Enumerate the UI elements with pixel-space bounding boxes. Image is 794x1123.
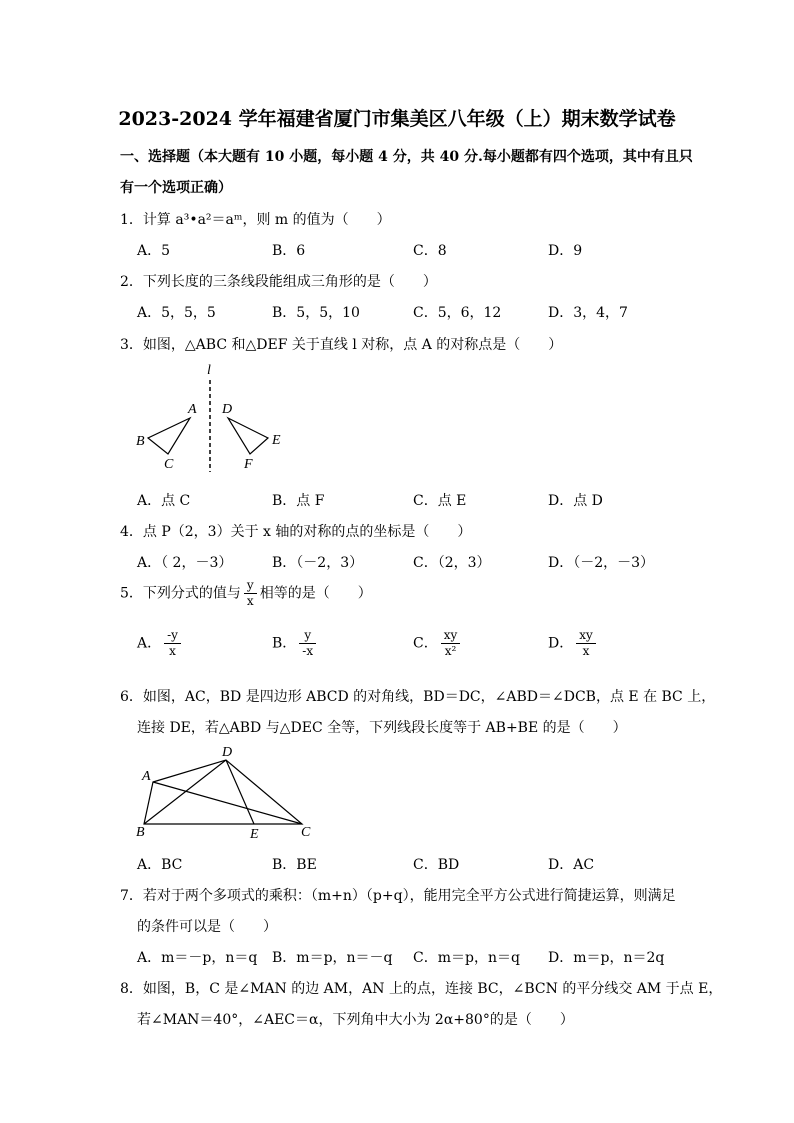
q6-option-b: B．BE — [272, 857, 317, 873]
q4-option-d: D．（－2，－3） — [548, 555, 655, 571]
label-a: A — [142, 769, 151, 784]
q1-option-d: D．9 — [548, 243, 583, 259]
q2-option-d: D．3，4，7 — [548, 305, 628, 321]
q5-option-c-label: C． — [413, 635, 438, 652]
label-b: B — [136, 825, 145, 840]
label-l: l — [207, 363, 211, 378]
question-7-stem-line1: 7．若对于两个多项式的乘积：（m+n）（p+q），能用完全平方公式进行简捷运算，则满足 — [120, 888, 676, 904]
question-1-stem: 1．计算 a³•a²＝aᵐ，则 m 的值为（ ） — [120, 212, 391, 228]
q5-option-b — [272, 628, 319, 659]
q7-option-c: C．m＝p，n＝q — [413, 950, 520, 966]
q5-option-d-label: D． — [548, 635, 574, 652]
q5-option-b-den: -x — [302, 644, 314, 658]
q6-option-a: A．BC — [137, 857, 183, 873]
triangle-abc — [148, 418, 190, 454]
triangle-def — [228, 418, 268, 454]
q6-quadrilateral-figure — [130, 740, 330, 842]
diagonal-ac — [153, 782, 302, 824]
q3-option-c: C．点 E — [413, 493, 467, 509]
q2-option-c: C．5，6，12 — [413, 305, 502, 321]
q5-stem-frac-num: y — [244, 578, 257, 594]
question-8-stem-line2: 若∠MAN＝40°，∠AEC＝α，下列角中大小为 2α+80°的是（ ） — [137, 1012, 574, 1028]
q1-option-a: A．5 — [137, 243, 171, 259]
segment-de — [226, 760, 254, 824]
q5-option-b-label: B． — [272, 635, 297, 652]
label-a: A — [188, 402, 197, 417]
q5-option-a — [137, 628, 184, 659]
q5-option-b-num: y — [299, 628, 316, 644]
q3-option-a: A．点 C — [137, 493, 191, 509]
q5-stem-fraction — [244, 578, 257, 609]
q5-option-c-den: x² — [444, 644, 457, 658]
q1-option-b: B．6 — [272, 243, 306, 259]
q5-stem-before: 5．下列分式的值与 — [120, 585, 241, 602]
q7-option-b: B．m＝p，n＝－q — [272, 950, 393, 966]
q5-option-d-den: x — [582, 644, 590, 658]
question-7-stem-line2: 的条件可以是（ ） — [137, 919, 277, 935]
q3-option-b: B．点 F — [272, 493, 325, 509]
q2-option-b: B．5，5，10 — [272, 305, 360, 321]
question-3-stem: 3．如图，△ABC 和△DEF 关于直线 l 对称，点 A 的对称点是（ ） — [120, 337, 563, 353]
q5-option-c — [413, 628, 463, 659]
page-title: 2023-2024 学年福建省厦门市集美区八年级（上）期末数学试卷 — [118, 108, 676, 130]
q5-stem-frac-den: x — [246, 594, 254, 608]
label-e: E — [250, 827, 259, 842]
q5-option-a-den: x — [169, 644, 176, 658]
question-6-stem-line2: 连接 DE，若△ABD 与△DEC 全等，下列线段长度等于 AB+BE 的是（ ） — [137, 720, 627, 736]
q5-option-d-fraction — [576, 628, 596, 659]
question-2-stem: 2．下列长度的三条线段能组成三角形的是（ ） — [120, 274, 437, 290]
q5-stem-after: 相等的是（ ） — [259, 585, 372, 602]
label-d: D — [222, 745, 233, 760]
diagonal-bd — [144, 760, 226, 824]
q5-option-d-num: xy — [576, 628, 596, 644]
q5-option-c-num: xy — [441, 628, 461, 644]
q2-option-a: A．5，5，5 — [137, 305, 216, 321]
section-heading-line2: 有一个选项正确） — [120, 180, 232, 196]
label-b: B — [136, 434, 145, 449]
label-c: C — [164, 457, 174, 472]
section-heading-line1: 一、选择题（本大题有 10 小题，每小题 4 分，共 40 分.每小题都有四个选项，其中有且只 — [120, 149, 693, 165]
question-6-stem-line1: 6．如图，AC，BD 是四边形 ABCD 的对角线，BD＝DC，∠ABD＝∠DCB，点 E 在 BC 上， — [120, 689, 716, 705]
q6-option-c: C．BD — [413, 857, 460, 873]
q5-option-b-fraction — [299, 628, 316, 659]
q7-option-d: D．m＝p，n＝2q — [548, 950, 665, 966]
question-5-stem — [120, 578, 372, 609]
q1-option-c: C．8 — [413, 243, 447, 259]
q3-option-d: D．点 D — [548, 493, 603, 509]
quadrilateral-abcd — [144, 760, 302, 824]
label-f: F — [244, 457, 253, 472]
label-e: E — [272, 433, 281, 448]
q6-option-d: D．AC — [548, 857, 595, 873]
q5-option-a-fraction — [164, 628, 181, 659]
q7-option-a: A．m＝－p，n＝q — [137, 950, 258, 966]
q5-option-c-fraction — [441, 628, 461, 659]
q5-option-a-label: A． — [137, 635, 162, 652]
q5-option-d — [548, 628, 599, 659]
q4-option-b: B．（－2，3） — [272, 555, 364, 571]
label-c: C — [301, 825, 311, 840]
question-4-stem: 4．点 P（2，3）关于 x 轴的对称的点的坐标是（ ） — [120, 524, 472, 540]
label-d: D — [222, 402, 233, 417]
q4-option-a: A．（ 2，－3） — [137, 555, 233, 571]
q5-option-a-num: -y — [164, 628, 181, 644]
question-8-stem-line1: 8．如图，B，C 是∠MAN 的边 AM，AN 上的点，连接 BC，∠BCN 的平分线交 AM 于点 E， — [120, 981, 723, 997]
q4-option-c: C．（2，3） — [413, 555, 491, 571]
q3-symmetry-figure — [130, 358, 300, 478]
